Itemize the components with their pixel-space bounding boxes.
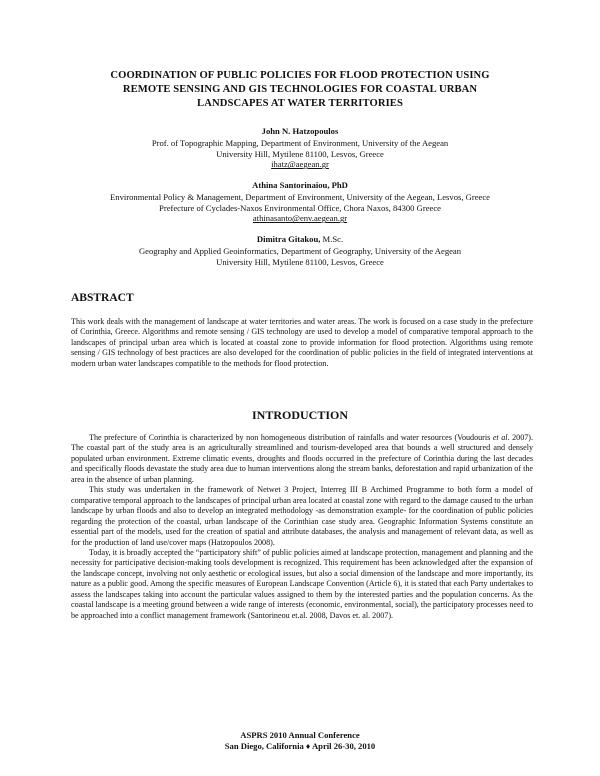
author-degree: M.Sc. <box>320 234 344 244</box>
author-block-2 <box>40 180 560 224</box>
author-affiliation: Geography and Applied Geoinformatics, Department of Geography, University of the Aegean <box>138 246 462 257</box>
intro-paragraph-1 <box>71 433 533 485</box>
intro-paragraph-2: This study was undertaken in the framework of Netwet 3 Project, Interreg III B Archimed Programme to both form a model of comparative temporal approach to the landscapes of principal urban area located at coastal zone with regard to the damage caused to the urban landscape by urban floods and also to develop an integrated methodology -as demonstration example- for the coordination of public policies regarding the protection of the coastal, urban landscape of the Corinthian case study area. Geographic Information Systems constitute an essential part of the models, used for the creation of spatial and attribute databases, the analysis and management of relevant data, as well as for the production of land use/cover maps (Hatzopoulos 2008). <box>71 485 533 547</box>
author-affiliation: Prof. of Topographic Mapping, Department of Environment, University of the Aegean <box>151 138 449 149</box>
introduction-body <box>71 433 533 621</box>
abstract-body <box>71 317 533 369</box>
introduction-heading: INTRODUCTION <box>251 408 348 422</box>
abstract-heading: ABSTRACT <box>71 292 134 304</box>
author-email-link[interactable]: athinasanto@env.aegean.gr <box>252 213 348 224</box>
intro-p1-italic: et al. <box>492 433 510 442</box>
page-footer <box>0 730 600 751</box>
author-email-link[interactable]: ihatz@aegean.gr <box>271 159 329 170</box>
abstract-text: This work deals with the management of landscape at water territories and water areas. The work is focused on a case study in the prefecture of Corinthia, Greece. Algorithms and remote sensing / GIS technology are used to develop a model of comparative temporal approach to the landscapes of principal urban area which is located at coastal zone to provide information for flood protection. Algorithms using remote sensing / GIS technology of best practices are also developed for the coordination of public policies in the field of integrated interventions at modern urban water landscapes compatible to the methods for flood protection. <box>71 317 533 368</box>
author-affiliation-2: Prefecture of Cyclades-Naxos Environmental Office, Chora Naxos, 84300 Greece <box>159 202 441 213</box>
intro-paragraph-3: Today, it is broadly accepted the “participatory shift” of public policies aimed at landscape protection, management and planning and the necessity for participative decision-making tools development is recognized. This requirement has been acknowledged after the expansion of the landscape concept, involving not only aesthetic or ecological issues, but also a social dimension of the landscape and more importantly, its nature as a public good. Among the specific measures of European Landscape Convention (Article 6), it is stated that each Party undertakes to assess the landscapes taking into account the particular values assigned to them by the interested parties and the population concerns. As the coastal landscape is a meeting ground between a wide range of interests (economic, environmental, social), the participatory processes need to be approached into a conflict management framework (Santorineou et.al. 2008, Davos et. al. 2007). <box>71 547 533 620</box>
author-name: Dimitra Gitakou, <box>256 234 321 244</box>
author-address: University Hill, Mytilene 81100, Lesvos, Greece <box>216 148 384 159</box>
intro-p1-text-b: 2007). The coastal part of the study area is an agriculturally streamlined and tourism-developed area that bounds a well structured and densely populated urban environment. Extreme climatic events, droughts and floods occurred in the prefecture of Corinthia during the last decades and specifically floods devastate the study area due to human interventions along the stream banks, deforestation and rapid urbanization of the area in the absence of urban planning. <box>71 433 534 484</box>
author-block-1 <box>40 126 560 170</box>
title-line-3: LANDSCAPES AT WATER TERRITORIES <box>197 98 403 109</box>
intro-p1-text-a: The prefecture of Corinthia is characterized by non homogeneous distribution of rainfalls and water resources (Voudouris <box>89 433 493 442</box>
footer-conference: ASPRS 2010 Annual Conference <box>240 730 360 740</box>
footer-location-date: San Diego, California ♦ April 26-30, 2010 <box>224 740 376 751</box>
author-affiliation: Environmental Policy & Management, Department of Environment, University of the Aegean, Lesvos, Greece <box>110 192 490 203</box>
title-line-2: REMOTE SENSING AND GIS TECHNOLOGIES FOR COASTAL URBAN <box>122 84 478 95</box>
title-line-1: COORDINATION OF PUBLIC POLICIES FOR FLOOD PROTECTION USING <box>110 70 490 81</box>
author-name: John N. Hatzopoulos <box>261 126 339 136</box>
author-address: University Hill, Mytilene 81100, Lesvos, Greece <box>216 256 384 267</box>
paper-title <box>60 69 540 111</box>
author-block-3 <box>40 234 560 267</box>
author-name: Athina Santorinaiou, PhD <box>252 180 348 190</box>
